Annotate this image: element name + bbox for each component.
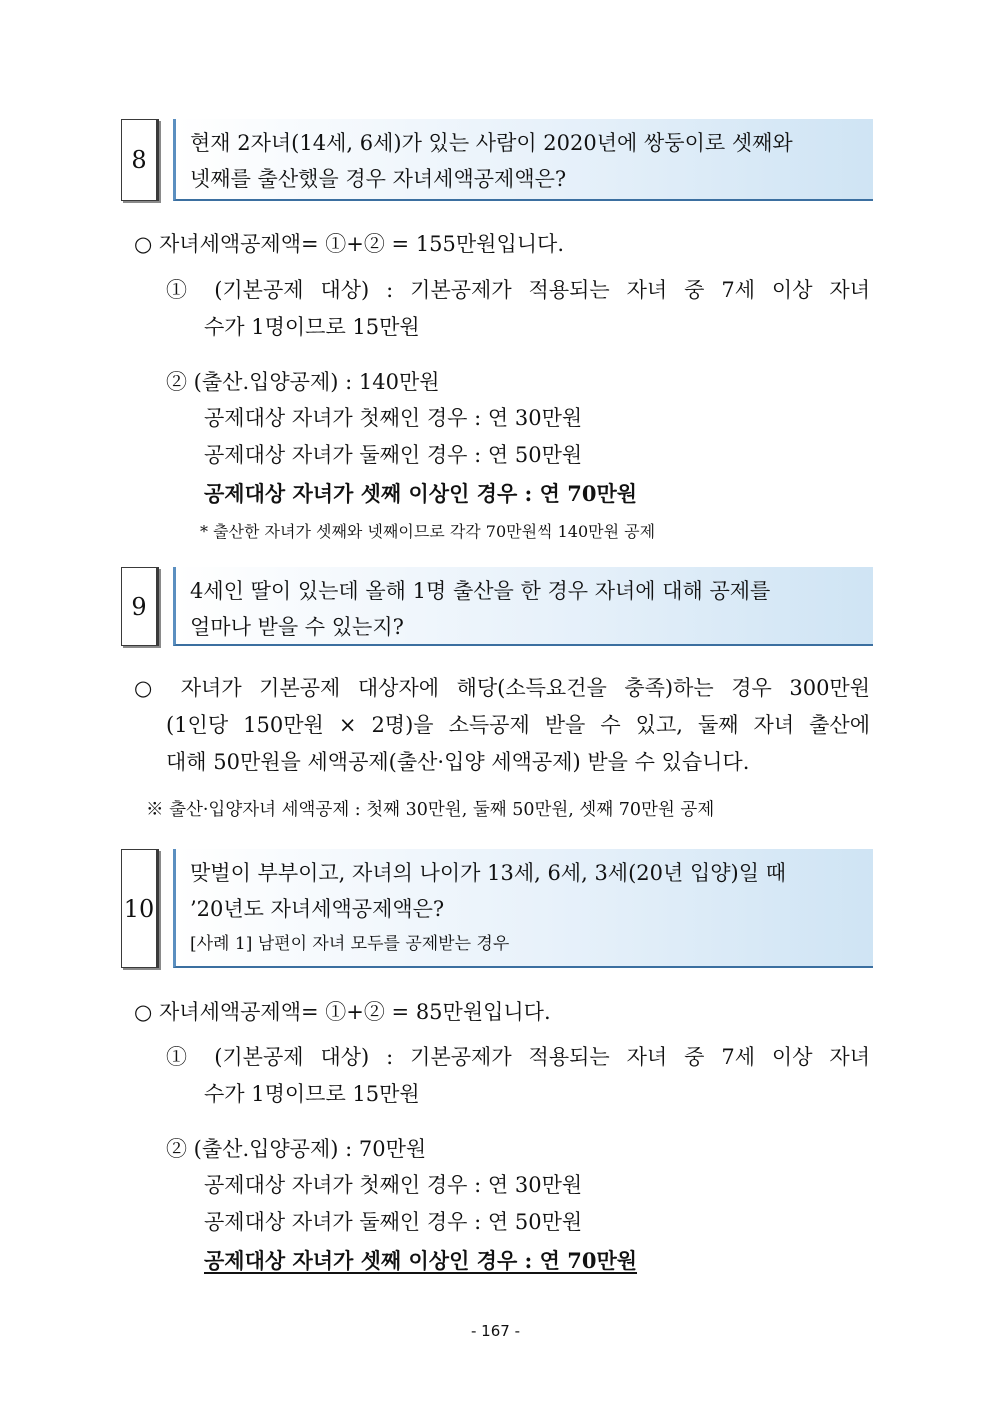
- question-line: 4세인 딸이 있는데 올해 1명 출산을 한 경우 자녀에 대해 공제를: [190, 579, 771, 603]
- rule-line: 공제대상 자녀가 첫째인 경우 : 연 30만원: [204, 1173, 583, 1197]
- question-line: 얼마나 받을 수 있는지?: [190, 615, 404, 639]
- question-line: 넷째를 출산했을 경우 자녀세액공제액은?: [190, 167, 567, 191]
- question-9-box: [121, 567, 873, 646]
- question-case: [사례 1] 남편이 자녀 모두를 공제받는 경우: [190, 934, 510, 954]
- question-number: 8: [121, 119, 159, 201]
- rule-line-highlight: 공제대상 자녀가 셋째 이상인 경우 : 연 70만원: [204, 1248, 638, 1273]
- answer-item: ② (출산.입양공제) : 70만원: [166, 1137, 427, 1161]
- rule-line-highlight: 공제대상 자녀가 셋째 이상인 경우 : 연 70만원: [204, 481, 638, 506]
- rule-line: 공제대상 자녀가 둘째인 경우 : 연 50만원: [204, 1210, 583, 1234]
- answer-item: ① (기본공제 대상) : 기본공제가 적용되는 자녀 중 7세 이상 자녀: [166, 278, 870, 302]
- question-text: [173, 119, 873, 201]
- answer-summary: ○ 자녀세액공제액= ①+② = 85만원입니다.: [134, 1000, 551, 1024]
- answer-line: (1인당 150만원 × 2명)을 소득공제 받을 수 있고, 둘째 자녀 출산에: [166, 713, 870, 737]
- page-number: - 167 -: [471, 1322, 520, 1340]
- question-number: 10: [121, 849, 159, 968]
- question-number: 9: [121, 567, 159, 646]
- question-text: [173, 567, 873, 646]
- question-10-box: [121, 849, 873, 968]
- question-line: 현재 2자녀(14세, 6세)가 있는 사람이 2020년에 쌍둥이로 셋째와: [190, 131, 793, 155]
- question-text: [173, 849, 873, 968]
- answer-line: ○ 자녀가 기본공제 대상자에 해당(소득요건을 충족)하는 경우 300만원: [134, 676, 870, 700]
- question-line: ’20년도 자녀세액공제액은?: [190, 897, 445, 921]
- rule-line: 공제대상 자녀가 첫째인 경우 : 연 30만원: [204, 406, 583, 430]
- footnote: * 출산한 자녀가 셋째와 넷째이므로 각각 70만원씩 140만원 공제: [200, 522, 656, 541]
- answer-line: 대해 50만원을 세액공제(출산·입양 세액공제) 받을 수 있습니다.: [166, 750, 750, 774]
- answer-item: ② (출산.입양공제) : 140만원: [166, 370, 440, 394]
- answer-item: ① (기본공제 대상) : 기본공제가 적용되는 자녀 중 7세 이상 자녀: [166, 1045, 870, 1069]
- answer-summary: ○ 자녀세액공제액= ①+② = 155만원입니다.: [134, 232, 565, 256]
- reference-note: ※ 출산·입양자녀 세액공제 : 첫째 30만원, 둘째 50만원, 셋째 70만원 공제: [146, 800, 715, 820]
- answer-item-cont: 수가 1명이므로 15만원: [204, 315, 420, 339]
- question-8-box: [121, 119, 873, 201]
- rule-line: 공제대상 자녀가 둘째인 경우 : 연 50만원: [204, 443, 583, 467]
- answer-item-cont: 수가 1명이므로 15만원: [204, 1082, 420, 1106]
- question-line: 맞벌이 부부이고, 자녀의 나이가 13세, 6세, 3세(20년 입양)일 때: [190, 861, 786, 885]
